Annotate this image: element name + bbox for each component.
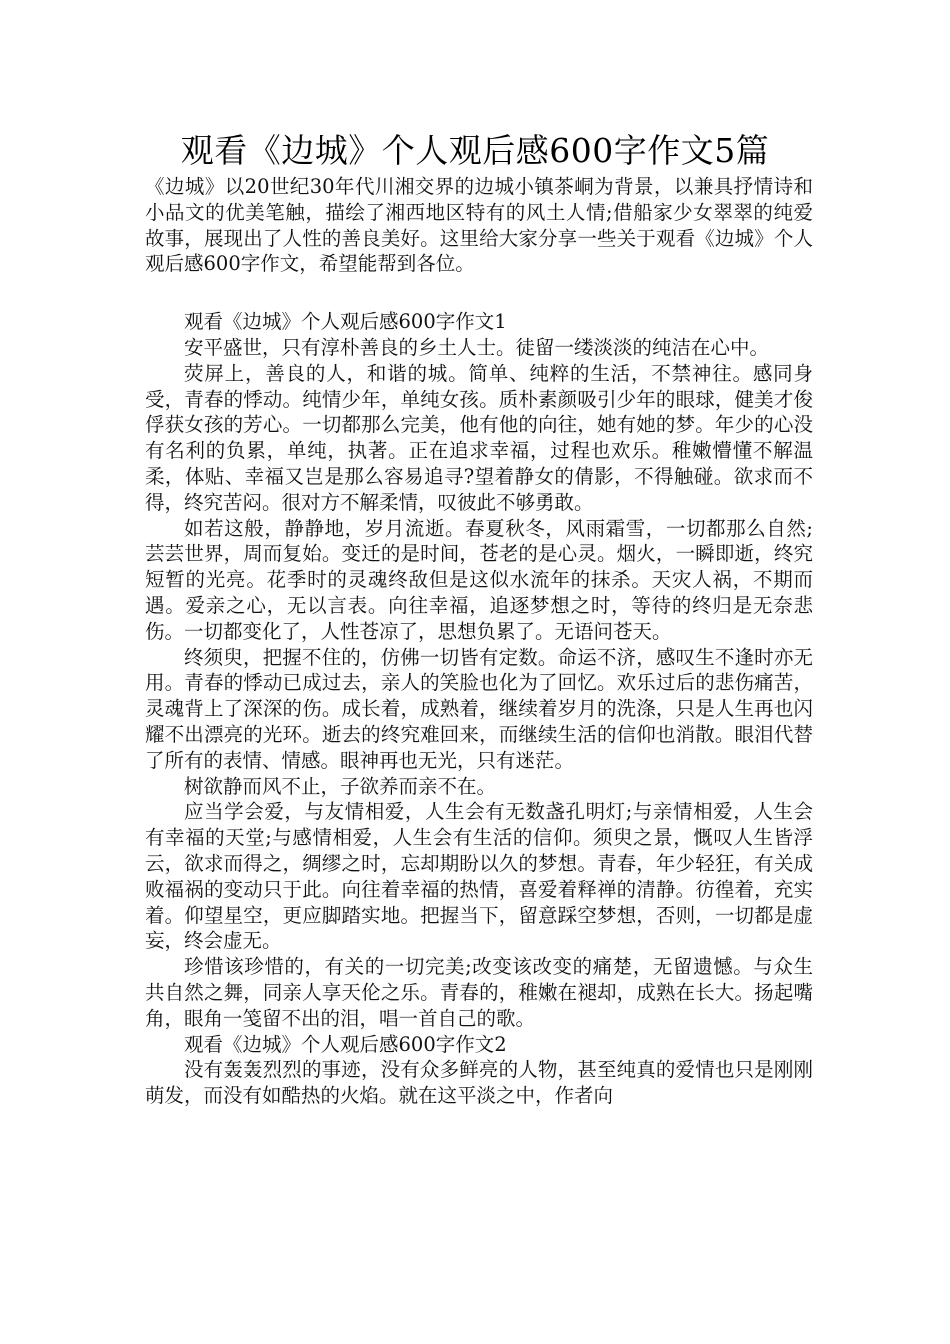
paragraph: 荧屏上，善良的人，和谐的城。简单、纯粹的生活，不禁神往。感同身受，青春的悸动。纯情少年，单纯女孩。质朴素颜吸引少年的眼球，健美才俊俘获女孩的芳心。一切都那么完美，他有他的向往，她有她的梦。年少的心没有名利的负累，单纯，执著。正在追求幸福，过程也欢乐。稚嫩懵懂不解温柔，体贴、幸福又岂是那么容易追寻?望着静女的倩影，不得触碰。欲求而不得，终究苦闷。很对方不解柔情，叹彼此不够勇敢。 <box>145 361 813 514</box>
paragraph: 珍惜该珍惜的，有关的一切完美;改变该改变的痛楚，无留遗憾。与众生共自然之舞，同亲人享天伦之乐。青春的，稚嫩在褪却，成熟在长大。扬起嘴角，眼角一笺留不出的泪，唱一首自己的歌。 <box>145 955 813 1030</box>
spacer <box>145 277 813 309</box>
paragraph: 终须臾，把握不住的，仿佛一切皆有定数。命运不济，感叹生不逢时亦无用。青春的悸动已成过去，亲人的笑脸也化为了回忆。欢乐过后的悲伤痛苦，灵魂背上了深深的伤。成长着，成熟着，继续着岁月的洗涤，只是人生再也闪耀不出漂亮的光环。逝去的终究难回来，而继续生活的信仰也消散。眼泪代替了所有的表情、情感。眼神再也无光，只有迷茫。 <box>145 645 813 772</box>
document-body <box>145 174 813 1109</box>
paragraph: 安平盛世，只有淳朴善良的乡土人士。徒留一缕淡淡的纯洁在心中。 <box>184 335 770 359</box>
paragraph: 应当学会爱，与友情相爱，人生会有无数盏孔明灯;与亲情相爱，人生会有幸福的天堂;与感情相爱，人生会有生活的信仰。须臾之景，慨叹人生皆浮云，欲求而得之，绸缪之时，忘却期盼以久的梦想。青春，年少轻狂，有关成败福祸的变动只于此。向往着幸福的热情，喜爱着释禅的清静。彷徨着，充实着。仰望星空，更应脚踏实地。把握当下，留意踩空梦想，否则，一切都是虚妄，终会虚无。 <box>145 800 813 953</box>
paragraph: 树欲静而风不止，子欲养而亲不在。 <box>184 774 497 798</box>
document-title: 观看《边城》个人观后感600字作文5篇 <box>180 131 770 170</box>
section-2-heading: 观看《边城》个人观后感600字作文2 <box>184 1032 507 1056</box>
section-1-heading: 观看《边城》个人观后感600字作文1 <box>184 310 507 334</box>
paragraph: 如若这般，静静地，岁月流逝。春夏秋冬，风雨霜雪，一切都那么自然;芸芸世界，周而复始。变迁的是时间，苍老的是心灵。烟火，一瞬即逝，终究短暂的光亮。花季时的灵魂终敌但是这似水流年的抹杀。天灾人祸，不期而遇。爱亲之心，无以言表。向往幸福，追逐梦想之时，等待的终归是无奈悲伤。一切都变化了，人性苍凉了，思想负累了。无语问苍天。 <box>145 516 813 643</box>
intro-paragraph: 《边城》以20世纪30年代川湘交界的边城小镇茶峒为背景，以兼具抒情诗和小品文的优美笔触，描绘了湘西地区特有的风土人情;借船家少女翠翠的纯爱故事，展现出了人性的善良美好。这里给大家分享一些关于观看《边城》个人观后感600字作文，希望能帮到各位。 <box>145 175 813 276</box>
paragraph: 没有轰轰烈烈的事迹，没有众多鲜亮的人物，甚至纯真的爱情也只是刚刚萌发，而没有如酷热的火焰。就在这平淡之中，作者向 <box>145 1058 813 1108</box>
